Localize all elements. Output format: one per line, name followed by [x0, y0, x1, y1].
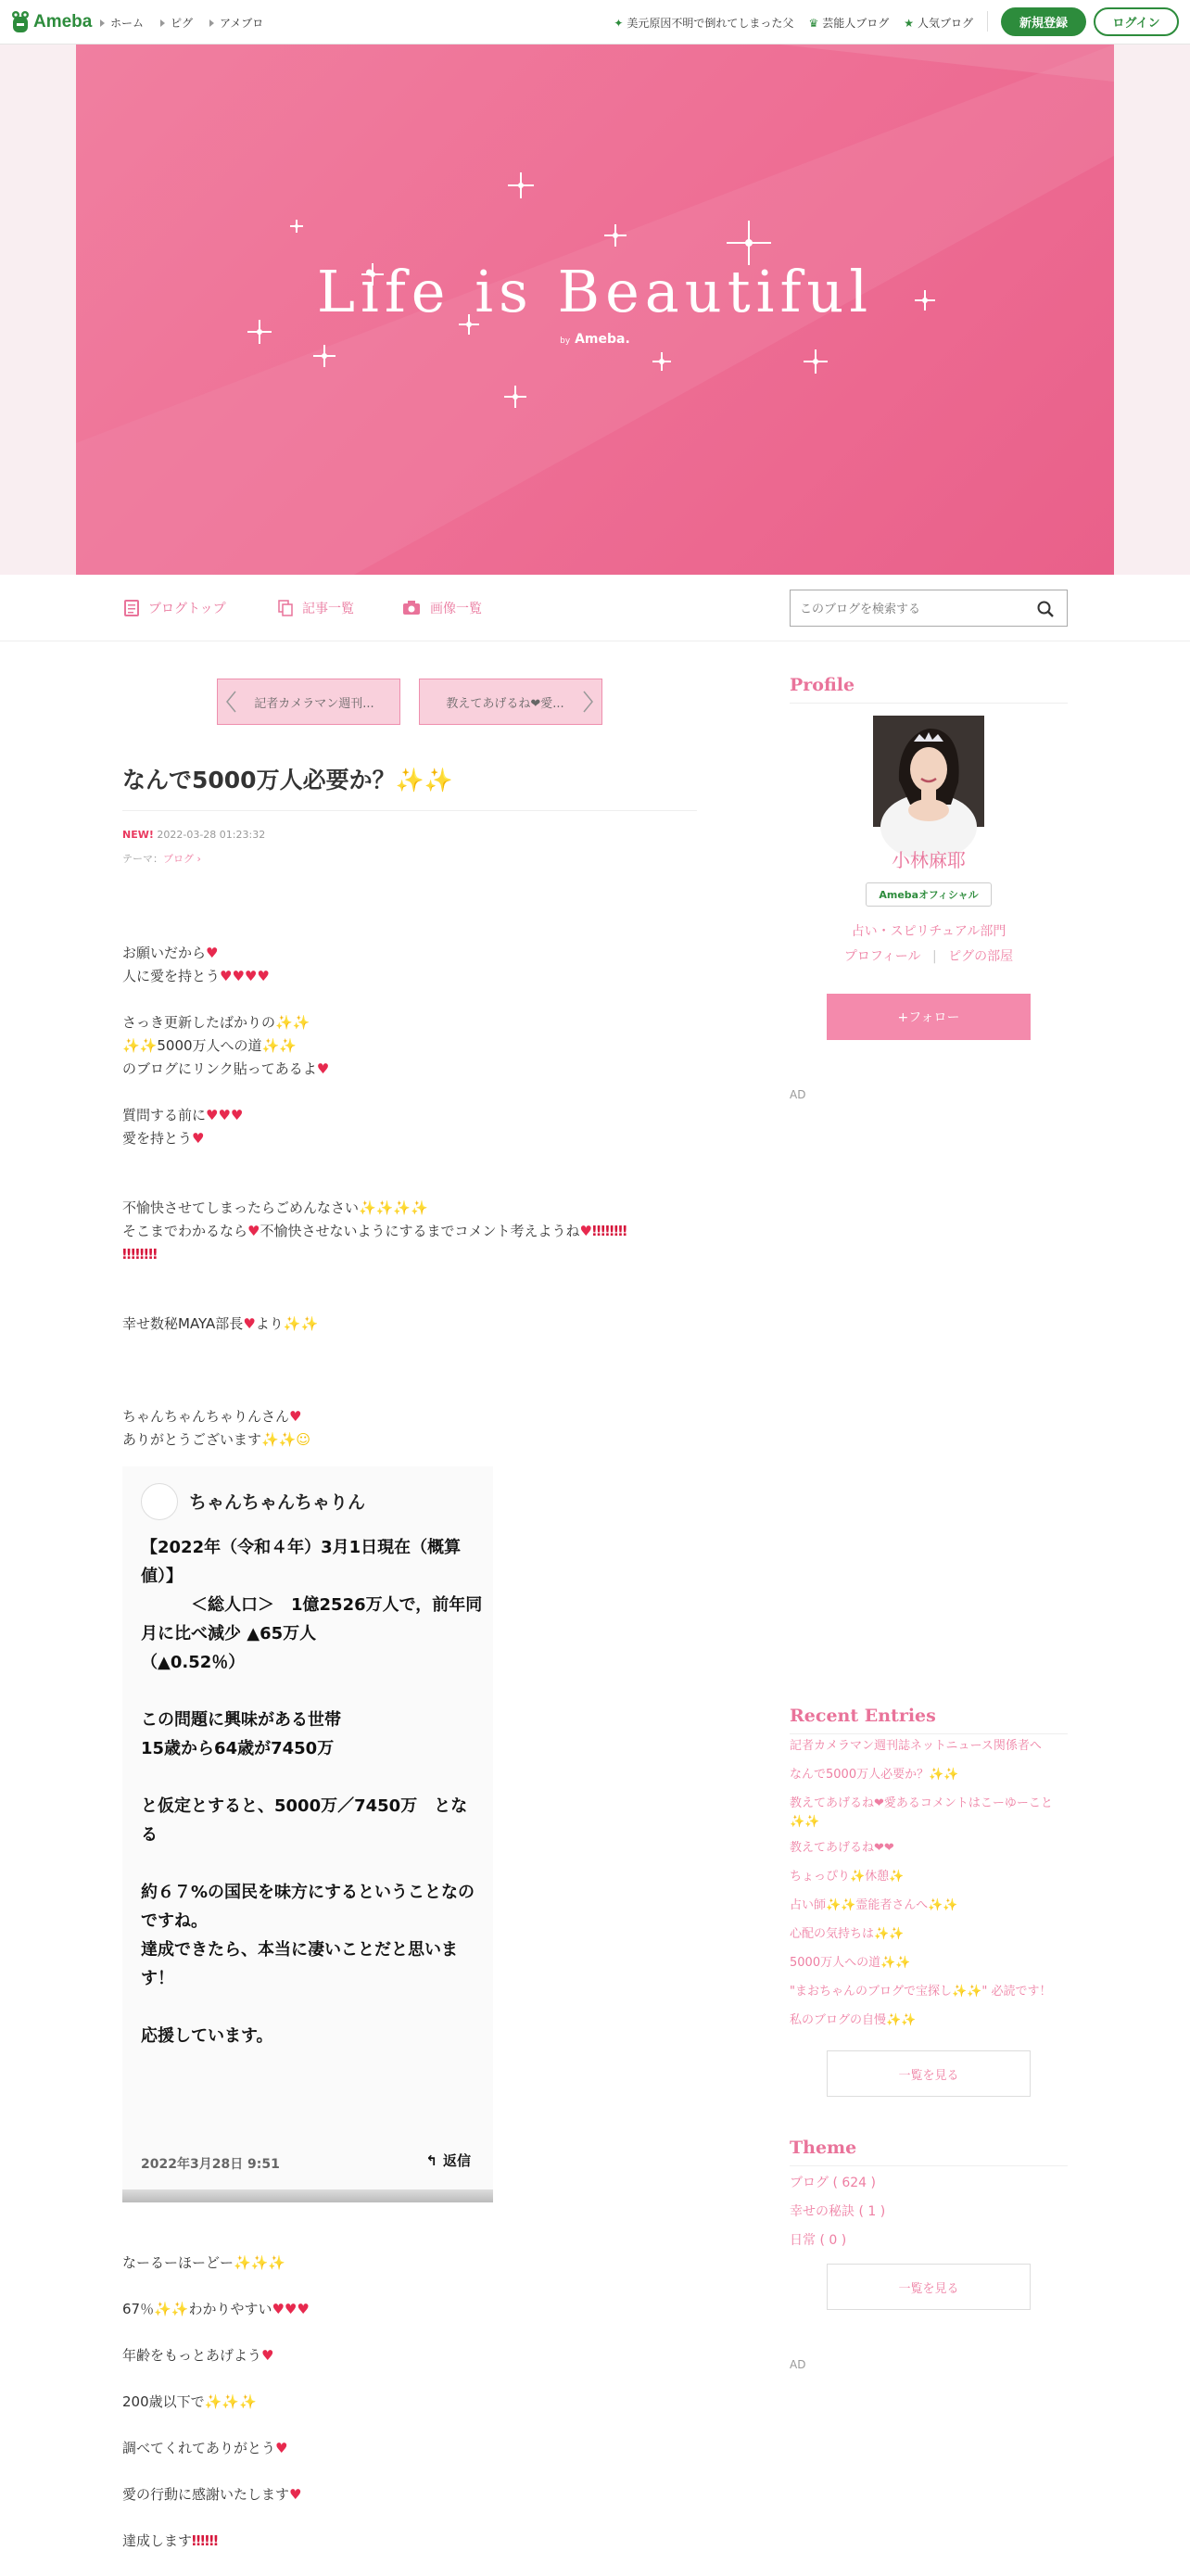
post-title: なんで5000万人必要か？✨✨	[122, 767, 453, 793]
title-divider	[122, 810, 697, 811]
post-paragraph: ちゃんちゃんちゃりんさん♥ ありがとうございます✨✨☺	[122, 1408, 311, 1448]
reply-arrow-icon: ↰	[425, 2151, 437, 2169]
tab-images[interactable]: 画像一覧	[402, 599, 482, 617]
profile-links	[790, 946, 1068, 965]
frog-icon	[11, 10, 30, 34]
sparkle-icon	[508, 172, 534, 198]
profile-divider	[790, 703, 1068, 704]
see-all-themes-button[interactable]: 一覧を見る	[827, 2264, 1031, 2310]
header-links	[614, 15, 973, 31]
profile-link[interactable]: プロフィール	[843, 949, 921, 964]
post-paragraph: さっき更新したばかりの✨✨ ✨✨5000万人への道✨✨ のブログにリンク貼ってあるよ♥	[122, 1014, 330, 1077]
profile-heading: Profile	[790, 675, 855, 695]
list-item[interactable]: 記者カメラマン週刊誌ネットニュース関係者へ	[790, 1739, 1042, 1753]
post-theme: テーマ：ブログ ›	[122, 853, 201, 865]
ameba-logo[interactable]	[11, 10, 92, 34]
nav-ameblo[interactable]: アメブロ	[209, 15, 263, 31]
reply-label: ↰ 返信	[425, 2151, 471, 2169]
search-input[interactable]	[800, 600, 1022, 618]
theme-heading: Theme	[790, 2138, 857, 2158]
search-icon[interactable]	[1037, 601, 1054, 617]
list-item[interactable]: 私のブログの自慢✨✨	[790, 2013, 917, 2027]
avatar[interactable]	[873, 716, 984, 827]
follow-button[interactable]: +フォロー	[827, 994, 1031, 1040]
new-badge: NEW!	[122, 829, 154, 841]
theme-divider	[790, 2165, 1068, 2166]
global-header	[0, 0, 1190, 44]
crown-icon: ♛	[808, 16, 819, 30]
pigg-room-link[interactable]: ピグの部屋	[948, 949, 1014, 964]
list-item[interactable]: なんで5000万人必要か？✨✨	[790, 1768, 959, 1782]
blog-search[interactable]	[790, 590, 1068, 627]
banner-title: Life is Beautiful	[316, 258, 874, 325]
blog-banner[interactable]	[76, 44, 1114, 575]
category-link[interactable]: 占い・スピリチュアル部門	[851, 924, 1006, 939]
banner-byline: by Ameba.	[560, 332, 630, 347]
list-item[interactable]: 日常 ( 0 )	[790, 2233, 847, 2248]
blog-subnav	[0, 575, 1190, 641]
sparkle-icon: ✦	[614, 16, 624, 30]
nav-home[interactable]: ホーム	[100, 15, 144, 31]
login-button[interactable]: ログイン	[1094, 7, 1179, 36]
theme-list	[790, 2173, 1068, 2259]
chevron-right-icon	[583, 691, 594, 713]
list-item[interactable]: 教えてあげるね❤❤	[790, 1841, 894, 1855]
list-item[interactable]: 心配の気持ちは✨✨	[790, 1927, 905, 1941]
comment-screenshot	[122, 1466, 493, 2202]
logo-text: Ameba	[33, 12, 93, 32]
tab-blog-top[interactable]: ブログトップ	[124, 599, 226, 617]
profile-photo	[873, 716, 984, 827]
list-item[interactable]: ブログ ( 624 )	[790, 2176, 876, 2190]
star-icon: ★	[904, 16, 914, 30]
global-nav	[100, 15, 263, 31]
camera-icon	[402, 601, 421, 615]
official-badge: Amebaオフィシャル	[866, 882, 992, 907]
header-link-popular[interactable]: ★ 人気ブログ	[904, 16, 973, 30]
list-item[interactable]: "まおちゃんのブログで宝探し✨✨" 必読です！	[790, 1985, 1052, 1999]
post-paragraph: なーるーほーどー✨✨✨ 67％✨✨わかりやすい♥♥♥ 年齢をもっとあげよう♥ 200歳以下で✨✨✨ 調べてくれてありがとう♥ 愛の行動に感謝いたします♥ 達成します‼‼‼	[122, 2254, 310, 2549]
post-paragraph: 幸せ数秘MAYA部長♥より✨✨	[122, 1315, 319, 1332]
link-separator: |	[931, 949, 937, 964]
profile-name[interactable]: 小林麻耶	[892, 849, 966, 871]
post-paragraph: お願いだから♥ 人に愛を持とう♥♥♥♥	[122, 945, 270, 984]
next-entry-button[interactable]: 教えてあげるね❤︎愛...	[419, 679, 602, 725]
signup-button[interactable]: 新規登録	[1001, 7, 1086, 36]
sparkle-icon	[804, 349, 828, 374]
ad-label: AD	[790, 1088, 806, 1101]
avatar	[141, 1483, 178, 1520]
recent-entries-heading: Recent Entries	[790, 1706, 936, 1726]
theme-link[interactable]: ブログ	[163, 853, 194, 865]
list-item[interactable]: ちょっぴり✨休憩✨	[790, 1870, 905, 1884]
comment-author: ちゃんちゃんちゃりん	[189, 1492, 366, 1513]
list-item[interactable]: 幸せの秘訣 ( 1 )	[790, 2204, 886, 2219]
list-item[interactable]: 5000万人への道✨✨	[790, 1956, 911, 1970]
prev-entry-button[interactable]: 記者カメラマン週刊...	[217, 679, 400, 725]
header-link-trending[interactable]: ✦ 美元原因不明で倒れてしまった父	[614, 16, 794, 30]
triangle-right-icon	[209, 19, 214, 27]
post-date: 2022-03-28 01:23:32	[157, 829, 266, 841]
ad-label: AD	[790, 2358, 806, 2371]
document-icon	[124, 600, 139, 616]
see-all-entries-button[interactable]: 一覧を見る	[827, 2050, 1031, 2097]
header-divider	[987, 11, 988, 32]
post-paragraph: 質問する前に♥♥♥ 愛を持とう♥	[122, 1107, 244, 1147]
comment-text: 【2022年（令和４年）3月1日現在（概算値）】 ＜総人口＞ 1億2526万人で，前年同月に比べ減少 ▲65万人 （▲0.52％） この問題に興味がある世帯 15歳から64歳が7450万 と仮定とすると、5000万／7450万 となる 約６７%の国民を味方にするということなのですね。 達成できたら、本当に凄いことだと思います！ 応援しています。	[141, 1538, 483, 2046]
header-link-celebrity[interactable]: ♛ 芸能人ブログ	[808, 16, 890, 30]
nav-pigg[interactable]: ピグ	[160, 15, 193, 31]
sparkle-icon	[290, 220, 303, 233]
post-meta	[122, 829, 265, 841]
chevron-left-icon	[225, 691, 236, 713]
copy-icon	[278, 600, 293, 616]
comment-date: 2022年3月28日 9:51	[141, 2157, 280, 2172]
recent-entries-list	[790, 1737, 1068, 2040]
triangle-right-icon	[100, 19, 105, 27]
list-item[interactable]: 教えてあげるね❤︎愛あるコメントはこーゆーこと✨✨	[790, 1796, 1053, 1829]
recent-divider	[790, 1733, 1068, 1734]
tab-entries[interactable]: 記事一覧	[278, 599, 354, 617]
post-paragraph: 不愉快させてしまったらごめんなさい✨✨✨✨ そこまでわかるなら♥不愉快させないようにするまでコメント考えようね♥‼‼‼‼ ‼‼‼‼	[122, 1199, 627, 1263]
list-item[interactable]: 占い師✨✨霊能者さんへ✨✨	[790, 1898, 958, 1912]
card-shadow	[122, 2189, 493, 2202]
triangle-right-icon	[160, 19, 165, 27]
